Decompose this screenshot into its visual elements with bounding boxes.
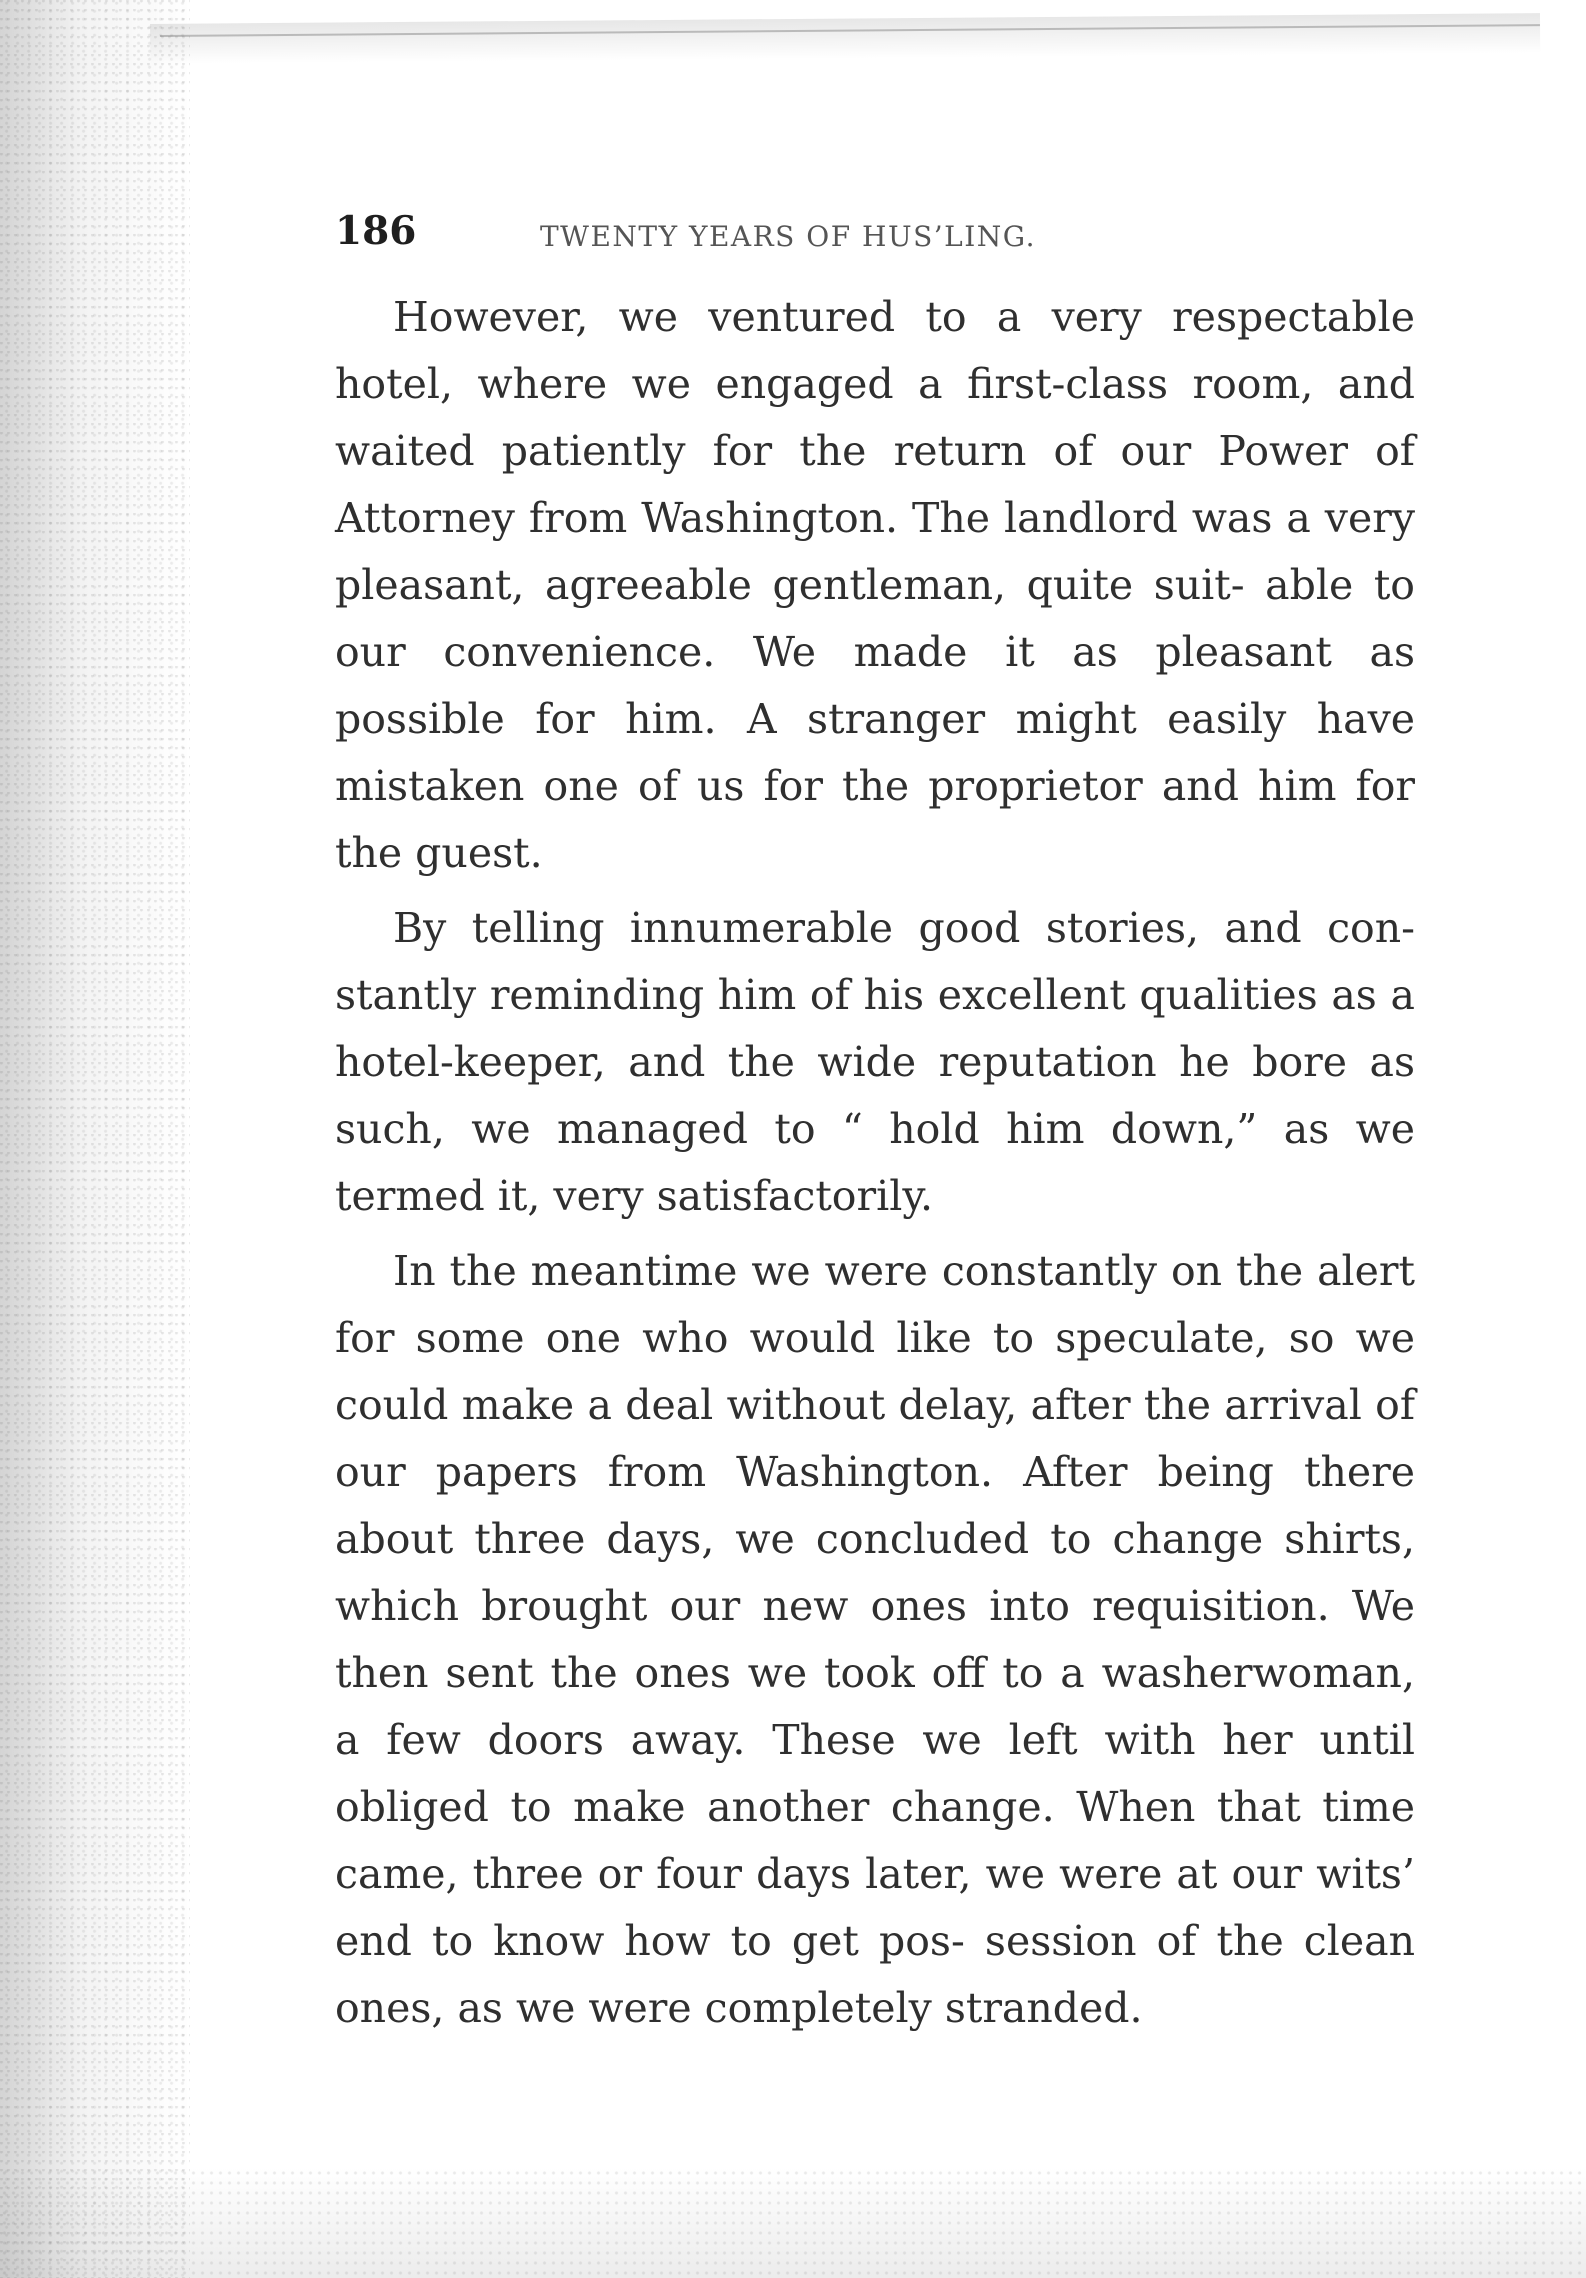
page-number: 186 [335, 208, 417, 254]
page-body [335, 284, 1415, 2042]
scan-top-shadow [150, 13, 1540, 64]
book-page [335, 200, 1415, 2050]
paragraph-1: However, we ventured to a very respectable hotel, where we engaged a first-class room, and waited patiently for the return of our Power of Attorney from Washington. The landlord was a very pleasant, agreeable gentleman, quite suit- able to our convenience. We made it as pleasant as possible for him. A stranger might easily have mistaken one of us for the proprietor and him for the guest. [335, 293, 1415, 877]
paragraph-3: In the meantime we were constantly on the alert for some one who would like to speculate, so we could make a deal without delay, after the arrival of our papers from Washington. After being there about three days, we concluded to change shirts, which brought our new ones into requisition. We then sent the ones we took off to a washerwoman, a few doors away. These we left with her until obliged to make another change. When that time came, three or four days later, we were at our wits’ end to know how to get pos- session of the clean ones, as we were completely stranded. [335, 1247, 1415, 2032]
running-head [335, 200, 1415, 270]
paragraph-2: By telling innumerable good stories, and con- stantly reminding him of his excellent qualities as a hotel-keeper, and the wide reputation he bore as such, we managed to “ hold him down,” as we termed it, very satisfactorily. [335, 904, 1415, 1220]
scan-left-edge [0, 0, 190, 2278]
scan-bottom-noise [0, 2168, 1586, 2278]
running-title: TWENTY YEARS OF HUS’LING. [540, 220, 1037, 253]
